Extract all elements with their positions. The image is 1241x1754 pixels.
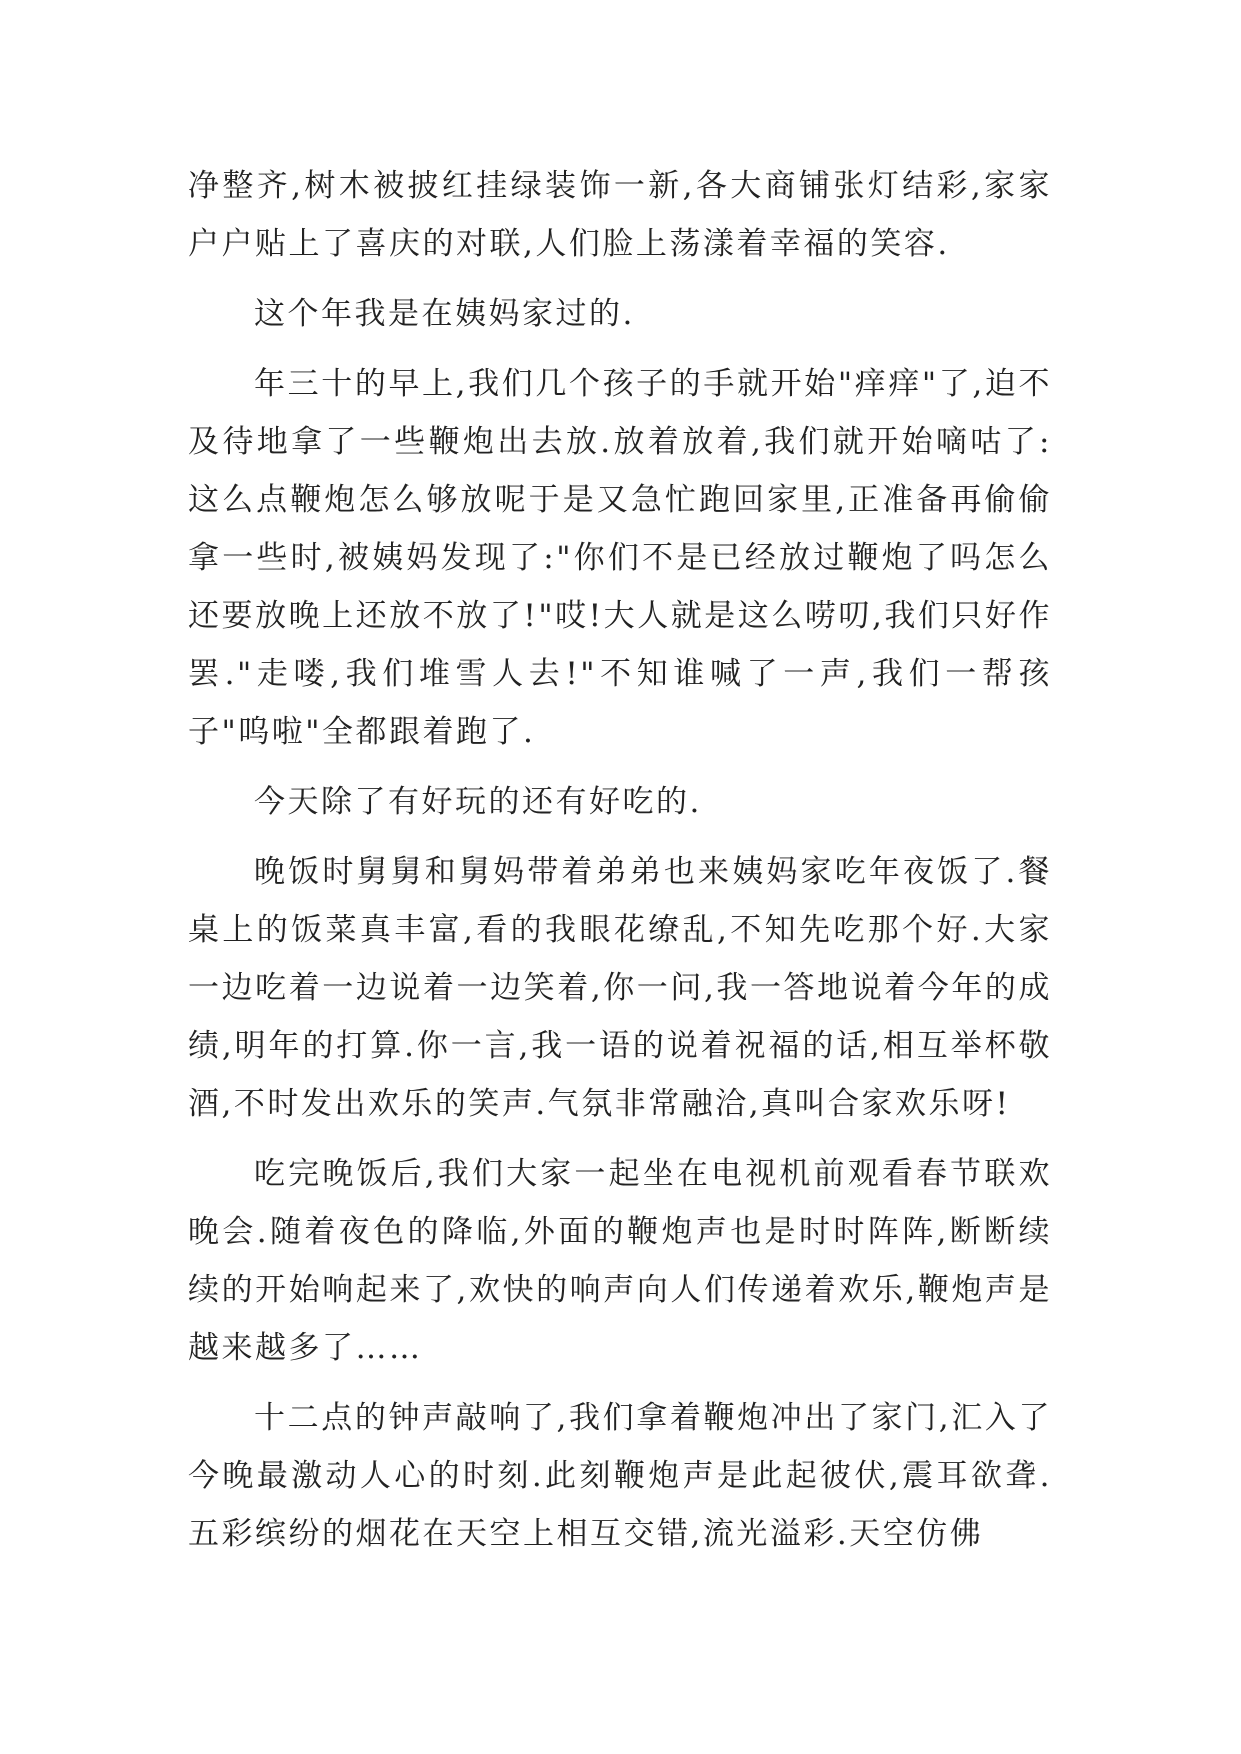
paragraph-3: 年三十的早上,我们几个孩子的手就开始"痒痒"了,迫不及待地拿了一些鞭炮出去放.放着放着,我们就开始嘀咕了:这么点鞭炮怎么够放呢于是又急忙跑回家里,正准备再偷偷拿一些时,被姨妈发现了:"你们不是已经放过鞭炮了吗怎么还要放晚上还放不放了!"哎!大人就是这么唠叨,我们只好作罢."走喽,我们堆雪人去!"不知谁喊了一声,我们一帮孩子"呜啦"全都跟着跑了. <box>188 366 1052 750</box>
document-body <box>188 157 1052 1575</box>
paragraph-5: 晚饭时舅舅和舅妈带着弟弟也来姨妈家吃年夜饭了.餐桌上的饭菜真丰富,看的我眼花缭乱,不知先吃那个好.大家一边吃着一边说着一边笑着,你一问,我一答地说着今年的成绩,明年的打算.你一言,我一语的说着祝福的话,相互举杯敬酒,不时发出欢乐的笑声.气氛非常融洽,真叫合家欢乐呀! <box>188 854 1052 1122</box>
paragraph-2: 这个年我是在姨妈家过的. <box>254 296 635 332</box>
paragraph-7: 十二点的钟声敲响了,我们拿着鞭炮冲出了家门,汇入了今晚最激动人心的时刻.此刻鞭炮声是此起彼伏,震耳欲聋.五彩缤纷的烟花在天空上相互交错,流光溢彩.天空仿佛 <box>188 1400 1052 1552</box>
paragraph-4: 今天除了有好玩的还有好吃的. <box>254 784 702 820</box>
paragraph-1: 净整齐,树木被披红挂绿装饰一新,各大商铺张灯结彩,家家户户贴上了喜庆的对联,人们脸上荡漾着幸福的笑容. <box>188 168 1052 262</box>
paragraph-6: 吃完晚饭后,我们大家一起坐在电视机前观看春节联欢晚会.随着夜色的降临,外面的鞭炮声也是时时阵阵,断断续续的开始响起来了,欢快的响声向人们传递着欢乐,鞭炮声是越来越多了…… <box>188 1156 1052 1366</box>
